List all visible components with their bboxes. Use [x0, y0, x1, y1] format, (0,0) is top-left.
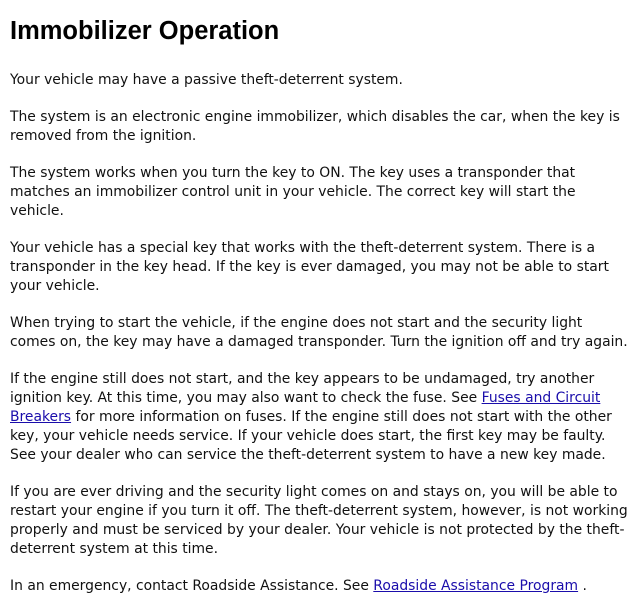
paragraph-text-segment: If the engine still does not start, and the key appears to be undamaged, try another ignition key. At this time, you may also want to check the fuse. See	[10, 371, 595, 406]
paragraph-transponder-operation: The system works when you turn the key to ON. The key uses a transponder that matches an immobilizer control unit in your vehicle. The correct key will start the vehicle.	[10, 165, 576, 219]
paragraph-immobilizer-description: The system is an electronic engine immobilizer, which disables the car, when the key is removed from the ignition.	[10, 109, 620, 144]
paragraph-text-segment: .	[578, 578, 587, 594]
paragraph-text-segment: In an emergency, contact Roadside Assistance. See	[10, 578, 374, 594]
paragraph-passive-system: Your vehicle may have a passive theft-deterrent system.	[10, 72, 403, 88]
paragraph-security-light: If you are ever driving and the security light comes on and stays on, you will be able to restart your engine if you turn it off. The theft-deterrent system, however, is not working properly and must be serviced by your dealer. Your vehicle is not protected by the theft-deterrent system at this time.	[10, 484, 628, 557]
page-title: Immobilizer Operation	[10, 17, 280, 45]
paragraph-damaged-transponder: When trying to start the vehicle, if the engine does not start and the security light comes on, the key may have a damaged transponder. Turn the ignition off and try again.	[10, 315, 628, 350]
paragraph-text-segment: for more information on fuses. If the engine still does not start with the other key, your vehicle needs service. If your vehicle does start, the first key may be faulty. See your dealer who can service the theft-deterrent system to have a new key made.	[10, 409, 612, 463]
paragraph-try-another-key	[10, 370, 632, 465]
fuses-and-circuit-breakers-link[interactable]: Fuses and Circuit Breakers	[10, 390, 601, 425]
roadside-assistance-program-link[interactable]: Roadside Assistance Program	[373, 578, 579, 594]
paragraph-special-key: Your vehicle has a special key that works with the theft-deterrent system. There is a transponder in the key head. If the key is ever damaged, you may not be able to start your vehicle.	[10, 240, 609, 294]
